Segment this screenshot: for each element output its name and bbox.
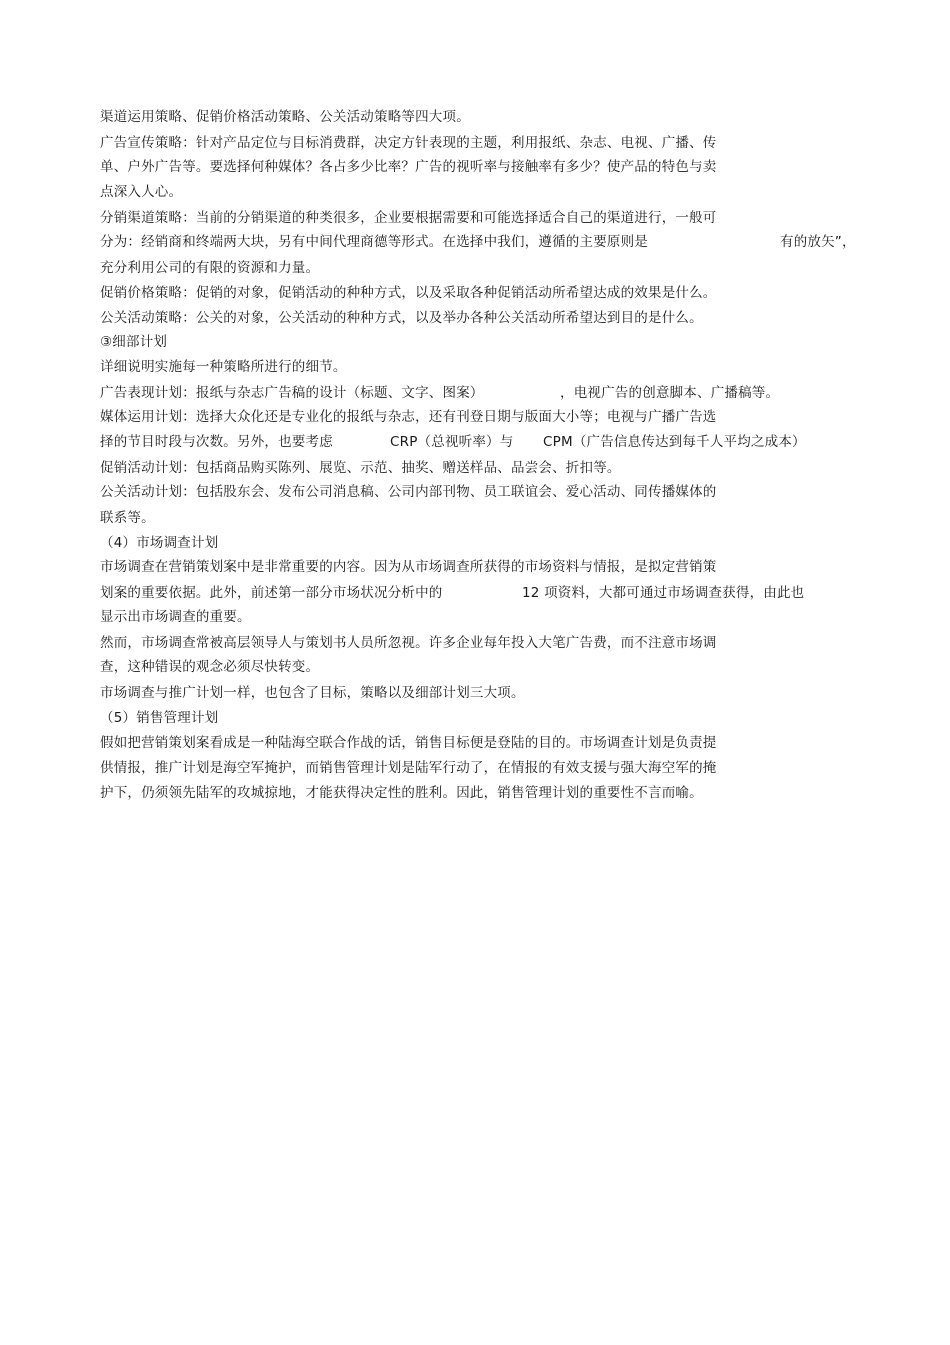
text-line: 渠道运用策略、促销价格活动策略、公关活动策略等四大项。 — [100, 109, 470, 125]
text-line: 详细说明实施每一种策略所进行的细节。 — [100, 359, 347, 375]
text-line: 广告表现计划：报纸与杂志广告稿的设计（标题、文字、图案） ，电视广告的创意脚本、广播稿等。 — [100, 385, 780, 401]
text-line: 点深入人心。 — [100, 184, 183, 200]
text-line: 媒体运用计划：选择大众化还是专业化的报纸与杂志，还有刊登日期与版面大小等；电视与广播广告选 — [100, 409, 717, 425]
text-fragment: CPM（广告信息传达到每千人平均之成本） — [543, 434, 806, 450]
text-line: 促销价格策略：促销的对象，促销活动的种种方式，以及采取各种促销活动所希望达成的效果是什么。 — [100, 285, 717, 301]
text-line: 护下，仍须领先陆军的攻城掠地，才能获得决定性的胜利。因此，销售管理计划的重要性不言而喻。 — [100, 785, 703, 801]
text-line: 查，这种错误的观念必须尽快转变。 — [100, 659, 320, 675]
text-line: 公关活动计划：包括股东会、发布公司消息稿、公司内部刊物、员工联谊会、爱心活动、同传播媒体的 — [100, 484, 717, 500]
text-line: 联系等。 — [100, 510, 155, 526]
text-line: 市场调查在营销策划案中是非常重要的内容。因为从市场调查所获得的市场资料与情报，是拟定营销策 — [100, 559, 717, 575]
text-line: 择的节目时段与次数。另外，也要考虑 CRP（总视听率）与 CPM（广告信息传达到每千人平均之成本） — [100, 434, 806, 450]
text-line: 市场调查与推广计划一样，也包含了目标，策略以及细部计划三大项。 — [100, 685, 525, 701]
text-line: 然而，市场调查常被高层领导人与策划书人员所忽视。许多企业每年投入大笔广告费，而不注意市场调 — [100, 635, 717, 651]
section-heading: （5）销售管理计划 — [100, 710, 219, 726]
text-fragment: CRP（总视听率）与 — [390, 434, 514, 450]
text-line: 充分利用公司的有限的资源和力量。 — [100, 260, 320, 276]
text-fragment: 12 项资料，大都可通过市场调查获得，由此也 — [522, 585, 805, 601]
text-line: 广告宣传策略：针对产品定位与目标消费群，决定方针表现的主题，利用报纸、杂志、电视、广播、传 — [100, 135, 717, 151]
section-heading: （4）市场调查计划 — [100, 535, 219, 551]
text-fragment: 有的放矢”， — [780, 234, 856, 250]
text-line: 公关活动策略：公关的对象，公关活动的种种方式，以及举办各种公关活动所希望达到目的是什么。 — [100, 310, 703, 326]
text-line: 显示出市场调查的重要。 — [100, 609, 251, 625]
text-line: 分为：经销商和终端两大块，另有中间代理商德等形式。在选择中我们，遵循的主要原则是 有的放矢”， — [100, 234, 856, 250]
text-line: 单、户外广告等。要选择何种媒体？各占多少比率？广告的视听率与接触率有多少？使产品的特色与卖 — [100, 159, 717, 175]
text-fragment: ，电视广告的创意脚本、广播稿等。 — [560, 385, 780, 401]
section-heading: ③细部计划 — [100, 334, 168, 350]
text-line: 促销活动计划：包括商品购买陈列、展览、示范、抽奖、赠送样品、品尝会、折扣等。 — [100, 460, 621, 476]
text-line: 供情报，推广计划是海空军掩护，而销售管理计划是陆军行动了，在情报的有效支援与强大海空军的掩 — [100, 760, 717, 776]
text-line: 划案的重要依据。此外，前述第一部分市场状况分析中的 12 项资料，大都可通过市场调查获得，由此也 — [100, 585, 805, 601]
text-line: 分销渠道策略：当前的分销渠道的种类很多，企业要根据需要和可能选择适合自己的渠道进行，一般可 — [100, 210, 717, 226]
text-line: 假如把营销策划案看成是一种陆海空联合作战的话，销售目标便是登陆的目的。市场调查计划是负责提 — [100, 735, 717, 751]
